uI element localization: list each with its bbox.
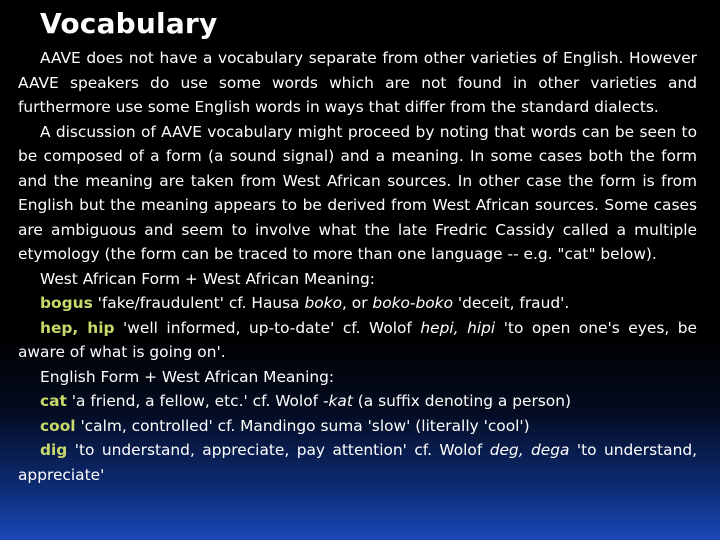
paragraph-discussion: A discussion of AAVE vocabulary might proceed by noting that words can be seen to be composed of a form (a sound signal) and a meaning. In some cases both the form and the meaning are taken from West African sources. In other case the form is from English but the meaning appears to be derived from West African sources. Some cases are ambiguous and seem to involve what the late Fredric Cassidy called a multiple etymology (the form can be traced to more than one language -- e.g. "cat" below). (18, 122, 697, 263)
vocab-text: 'fake/fraudulent' cf. Hausa (92, 294, 305, 312)
vocab-text: 'deceit, fraud'. (453, 294, 570, 312)
vocab-text: 'calm, controlled' cf. Mandingo suma 'slow' (literally 'cool') (75, 416, 530, 435)
vocab-entry-dig (18, 438, 697, 487)
vocab-etymon: boko (304, 294, 342, 312)
vocab-text: , or (342, 294, 373, 312)
vocab-entry-bogus (18, 291, 697, 316)
content-body (18, 46, 697, 487)
vocab-etymon: boko-boko (372, 294, 454, 312)
vocab-etymon: deg, dega (489, 441, 570, 459)
vocab-term: dig (40, 441, 68, 459)
vocab-term: cat (40, 392, 67, 410)
vocab-text: 'a friend, a fellow, etc.' cf. Wolof (66, 392, 323, 410)
vocab-entry-cat (18, 389, 697, 414)
vocab-term: bogus (40, 294, 93, 312)
vocab-etymon: -kat (322, 392, 353, 410)
vocab-entry-cool (18, 414, 697, 439)
vocab-text: 'to open one's eyes, be aware of what is going on'. (18, 318, 697, 361)
vocab-term: hep, hip (40, 318, 115, 337)
vocab-etymon: hepi, hipi (420, 318, 496, 337)
page-title: Vocabulary (40, 7, 218, 40)
vocab-term: cool (40, 416, 76, 435)
vocab-text: (a suffix denoting a person) (352, 392, 571, 410)
section-heading-en-form-wa-meaning: English Form + West African Meaning: (40, 367, 335, 386)
paragraph-intro: AAVE does not have a vocabulary separate from other varieties of English. However AAVE speakers do use some words which are not found in other varieties and furthermore use some English words in ways that differ from the standard dialects. (18, 49, 697, 116)
section-heading-wa-form-wa-meaning: West African Form + West African Meaning: (40, 269, 375, 288)
vocab-entry-hep-hip (18, 316, 697, 365)
vocab-text: 'well informed, up-to-date' cf. Wolof (114, 318, 421, 337)
vocab-text: 'to understand, appreciate, pay attention' cf. Wolof (67, 441, 490, 459)
vocab-text: 'to understand, appreciate' (18, 441, 697, 484)
